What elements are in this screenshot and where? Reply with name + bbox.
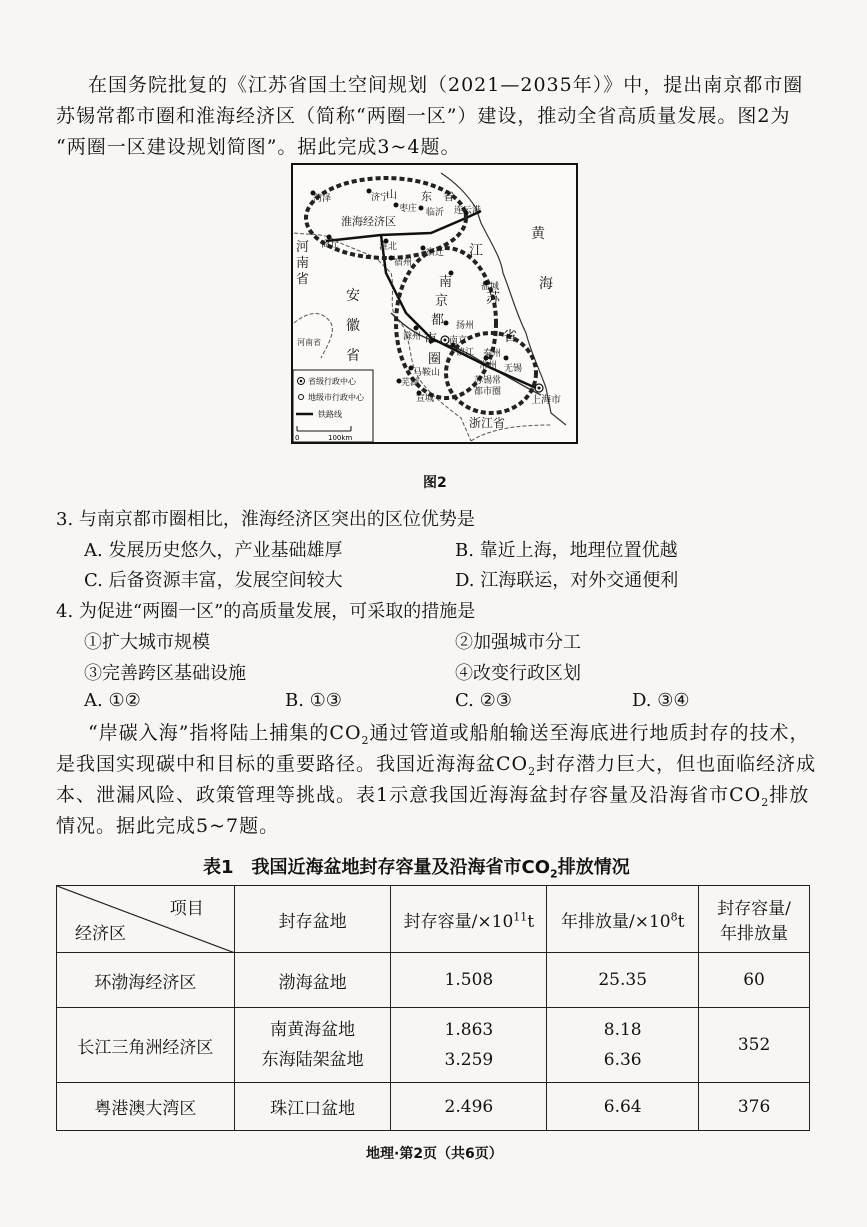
- label-maanshan: 马鞍山: [413, 368, 441, 378]
- label-su: 苏: [486, 291, 500, 307]
- legend-provincial: 省级行政中心: [308, 377, 356, 386]
- label-jiang: 江: [469, 243, 483, 259]
- figure-caption: 图2: [423, 475, 447, 491]
- q3-option-d: D. 江海联运，对外交通便利: [455, 570, 679, 591]
- label-hui: 徽: [346, 318, 360, 334]
- label-quan: 圈: [428, 352, 442, 367]
- cell-ratio: 352: [699, 1008, 810, 1083]
- cell-region: 粤港澳大湾区: [57, 1083, 235, 1131]
- planning-map: [291, 163, 578, 444]
- cell-basin: 渤海盆地: [234, 953, 391, 1008]
- q3-stem: 3. 与南京都市圈相比，淮海经济区突出的区位优势是: [56, 509, 475, 530]
- label-jing: 京: [435, 294, 449, 309]
- intro-line-2: 苏锡常都市圈和淮海经济区（简称“两圈一区”）建设，推动全省高质量发展。图2为: [56, 105, 791, 127]
- label-an: 安: [346, 288, 360, 304]
- scale-zero: 0: [295, 434, 300, 442]
- label-xuancheng: 宣城: [416, 394, 435, 404]
- label-suzhou-ah: 宿州: [394, 258, 413, 268]
- table-header-row: [57, 886, 810, 953]
- q4-option-b: B. ①③: [285, 690, 342, 711]
- label-henansheng-small: 河南省: [297, 338, 321, 347]
- label-huaibei: 淮北: [379, 242, 398, 252]
- label-du: 都: [431, 313, 445, 328]
- cell-capacity: 2.496: [391, 1083, 547, 1131]
- label-sheng-2: 省: [503, 329, 517, 345]
- header-ratio: 封存容量/ 年排放量: [699, 886, 810, 953]
- cell-region: 环渤海经济区: [57, 953, 235, 1008]
- label-linyi: 临沂: [426, 208, 445, 218]
- label-chuzhou: 滁州: [403, 332, 422, 342]
- label-yangzhou: 扬州: [456, 321, 475, 331]
- q4-item-2: ②加强城市分工: [455, 632, 581, 653]
- label-lianyungang: 连云港: [454, 206, 482, 216]
- label-huang: 黄: [531, 226, 545, 242]
- label-nan: 南: [439, 275, 453, 290]
- label-shan: 山: [386, 188, 397, 201]
- intro2-line-1: “岸碳入海”指将陆上捕集的$CO_2$通过管道或船舶输送至海底进行地质封存的技术，: [88, 722, 810, 747]
- cell-ratio: 60: [699, 953, 810, 1008]
- emission-table: [56, 885, 810, 1131]
- q3-option-b: B. 靠近上海，地理位置优越: [455, 540, 678, 561]
- cell-emission: 6.64: [547, 1083, 699, 1131]
- intro2-line-4: 情况。据此完成5~7题。: [56, 815, 280, 837]
- table-row: [57, 953, 810, 1008]
- cell-capacity: 1.863 3.259: [391, 1008, 547, 1083]
- label-taizhou: 泰州: [483, 349, 502, 359]
- header-basin: 封存盆地: [234, 886, 391, 953]
- label-suqian: 宿迁: [426, 248, 445, 258]
- scale-value: 100km: [328, 434, 353, 442]
- cell-basin: 珠江口盆地: [234, 1083, 391, 1131]
- table-caption: 表1 我国近海盆地封存容量及沿海省市$CO_2$排放情况: [203, 857, 630, 881]
- table-row: [57, 1083, 810, 1131]
- q3-option-a: A. 发展历史悠久，产业基础雄厚: [84, 540, 343, 561]
- label-suxichang-1: 苏锡常: [474, 376, 502, 386]
- label-shanghai: 上海市: [531, 395, 561, 406]
- q4-option-d: D. ③④: [632, 690, 690, 711]
- label-suxichang-2: 都市圈: [474, 387, 502, 397]
- table-row: [57, 1008, 810, 1083]
- q3-option-c: C. 后备资源丰富，发展空间较大: [84, 570, 343, 591]
- label-zhejiang: 浙江省: [469, 416, 506, 430]
- label-wuxi: 无锡: [504, 364, 523, 374]
- intro2-line-3: 本、泄漏风险、政策管理等挑战。表1示意我国近海海盆封存容量及沿海省市$CO_2$排放: [56, 784, 810, 809]
- q4-option-c: C. ②③: [455, 690, 512, 711]
- label-huaihai: 淮海经济区: [341, 215, 396, 228]
- label-shangqiu: 商丘: [321, 240, 340, 250]
- label-henan-1: 河: [296, 240, 310, 255]
- label-dong: 东: [421, 190, 432, 203]
- cell-region: 长江三角洲经济区: [57, 1008, 235, 1083]
- q4-item-3: ③完善跨区基础设施: [84, 663, 246, 684]
- q4-option-a: A. ①②: [84, 690, 141, 711]
- cell-ratio: 376: [699, 1083, 810, 1131]
- label-henan-3: 省: [296, 272, 310, 287]
- label-sheng-1: 省: [443, 190, 454, 203]
- label-wuhu: 芜湖: [401, 378, 420, 388]
- label-shi: 市: [424, 332, 438, 347]
- header-emission: 年排放量$/\times 10^8t$: [547, 886, 699, 953]
- legend-railway: 铁路线: [318, 410, 342, 419]
- cell-emission: 8.18 6.36: [547, 1008, 699, 1083]
- label-sheng-3: 省: [346, 348, 360, 364]
- label-zaozhuang: 枣庄: [399, 204, 418, 214]
- header-capacity: 封存容量$/\times 10^{11}t$: [391, 886, 547, 953]
- label-yancheng: 盐城: [481, 282, 500, 292]
- label-nanjing: 南京: [449, 336, 468, 346]
- label-zhenjiang: 镇江: [456, 348, 475, 358]
- q4-item-1: ①扩大城市规模: [84, 632, 210, 653]
- cell-emission: 25.35: [547, 953, 699, 1008]
- diagonal-header: [57, 886, 235, 953]
- legend-prefecture: 地级市行政中心: [308, 393, 364, 402]
- q4-item-4: ④改变行政区划: [455, 663, 581, 684]
- cell-capacity: 1.508: [391, 953, 547, 1008]
- label-jining: 济宁: [371, 193, 390, 203]
- cell-basin: 南黄海盆地 东海陆架盆地: [234, 1008, 391, 1083]
- header-item: 项目: [169, 899, 204, 919]
- q4-stem: 4. 为促进“两圈一区”的高质量发展，可采取的措施是: [56, 601, 476, 622]
- header-region: 经济区: [75, 924, 126, 944]
- intro-line-3: “两圈一区建设规划简图”。据此完成3~4题。: [56, 136, 461, 158]
- intro-line-1: 在国务院批复的《江苏省国土空间规划（2021—2035年）》中，提出南京都市圈: [88, 74, 804, 96]
- label-hai: 海: [539, 276, 553, 292]
- intro2-line-2: 是我国实现碳中和目标的重要路径。我国近海海盆$CO_2$封存潜力巨大，但也面临经济成: [56, 753, 817, 778]
- page-footer: 地理·第2页（共6页）: [366, 1146, 503, 1162]
- label-henan-2: 南: [296, 256, 310, 271]
- label-heze: 菏泽: [313, 194, 332, 204]
- label-changzhou: 常州: [479, 361, 498, 371]
